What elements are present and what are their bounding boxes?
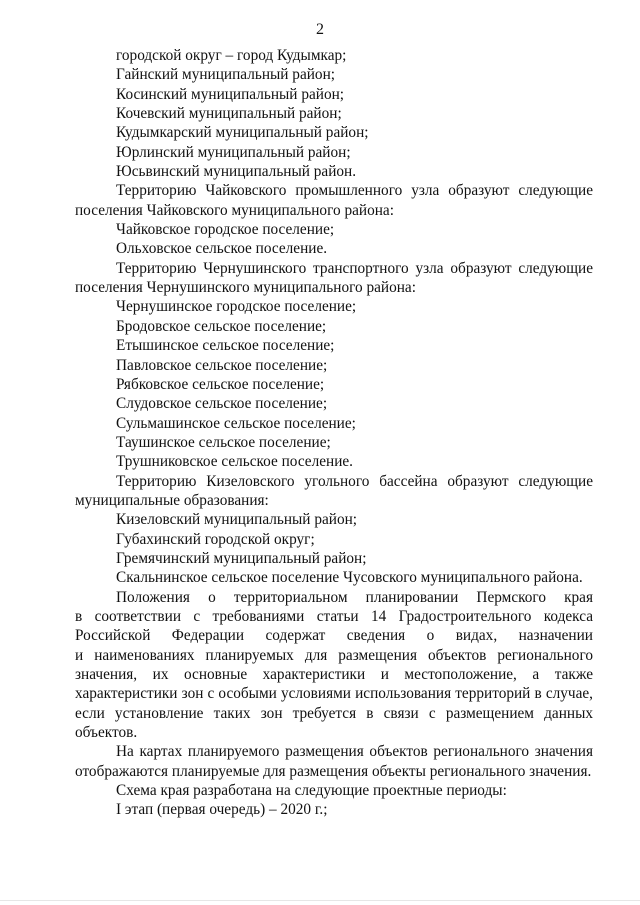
text-line: Юсьвинский муниципальный район.: [116, 163, 357, 181]
page-number: 2: [316, 21, 324, 38]
text-line: Кудымкарский муниципальный район;: [116, 124, 369, 142]
text-line: в соответствии с требованиями статьи 14 Градостроительного кодекса: [75, 607, 593, 625]
text-line: значения, их основные характеристики и местоположение, а также: [75, 666, 593, 683]
text-line: Ольховское сельское поселение.: [116, 240, 328, 258]
text-line: Скальнинское сельское поселение Чусовского муниципального района.: [116, 569, 583, 587]
text-line: Павловское сельское поселение;: [116, 356, 328, 374]
text-line: Сульмашинское сельское поселение;: [116, 414, 356, 432]
text-line: характеристики зон с особыми условиями использования территорий в случае,: [75, 685, 593, 703]
text-line: Кочевский муниципальный район;: [116, 105, 342, 123]
text-line: и наименованиях планируемых для размещения объектов регионального: [75, 646, 593, 664]
text-line: если установление таких зон требуется в связи с размещением данных: [75, 704, 593, 722]
text-line: Слудовское сельское поселение;: [116, 395, 328, 413]
document-body: [75, 46, 593, 820]
text-line: Бродовское сельское поселение;: [116, 317, 327, 335]
text-line: Территорию Кизеловского угольного бассейна образуют следующие: [116, 472, 593, 490]
text-line: Гремячинский муниципальный район;: [116, 549, 367, 567]
text-line: Чернушинское городское поселение;: [116, 298, 357, 316]
text-line: Положения о территориальном планировании Пермского края: [116, 588, 593, 606]
text-line: поселения Чайковского муниципального района:: [75, 201, 394, 219]
text-line: Етышинское сельское поселение;: [116, 337, 335, 355]
text-line: I этап (первая очередь) – 2020 г.;: [116, 801, 328, 819]
text-line: отображаются планируемые для размещения объекты регионального значения.: [75, 762, 592, 780]
text-line: городской округ – город Кудымкар;: [116, 47, 347, 64]
text-line: Трушниковское сельское поселение.: [116, 453, 353, 471]
text-line: Гайнский муниципальный район;: [116, 66, 336, 84]
text-line: Губахинский городской округ;: [116, 530, 315, 548]
text-line: Территорию Чернушинского транспортного узла образуют следующие: [116, 259, 593, 277]
text-line: Косинский муниципальный район;: [116, 85, 345, 103]
text-line: Кизеловский муниципальный район;: [116, 511, 358, 529]
page-bottom-edge: [0, 900, 640, 901]
text-line: объектов.: [75, 724, 138, 742]
text-line: Таушинское сельское поселение;: [116, 433, 331, 451]
text-line: поселения Чернушинского муниципального района:: [75, 279, 416, 297]
text-line: Схема края разработана на следующие проектные периоды:: [116, 782, 507, 800]
text-line: Чайковское городское поселение;: [116, 221, 335, 239]
text-line: муниципальные образования:: [75, 491, 269, 509]
text-line: Территорию Чайковского промышленного узла образуют следующие: [116, 182, 593, 200]
text-line: Юрлинский муниципальный район;: [116, 143, 351, 161]
text-line: Российской Федерации содержат сведения о видах, назначении: [75, 627, 593, 645]
text-line: На картах планируемого размещения объектов регионального значения: [116, 743, 593, 761]
text-line: Рябковское сельское поселение;: [116, 375, 325, 393]
